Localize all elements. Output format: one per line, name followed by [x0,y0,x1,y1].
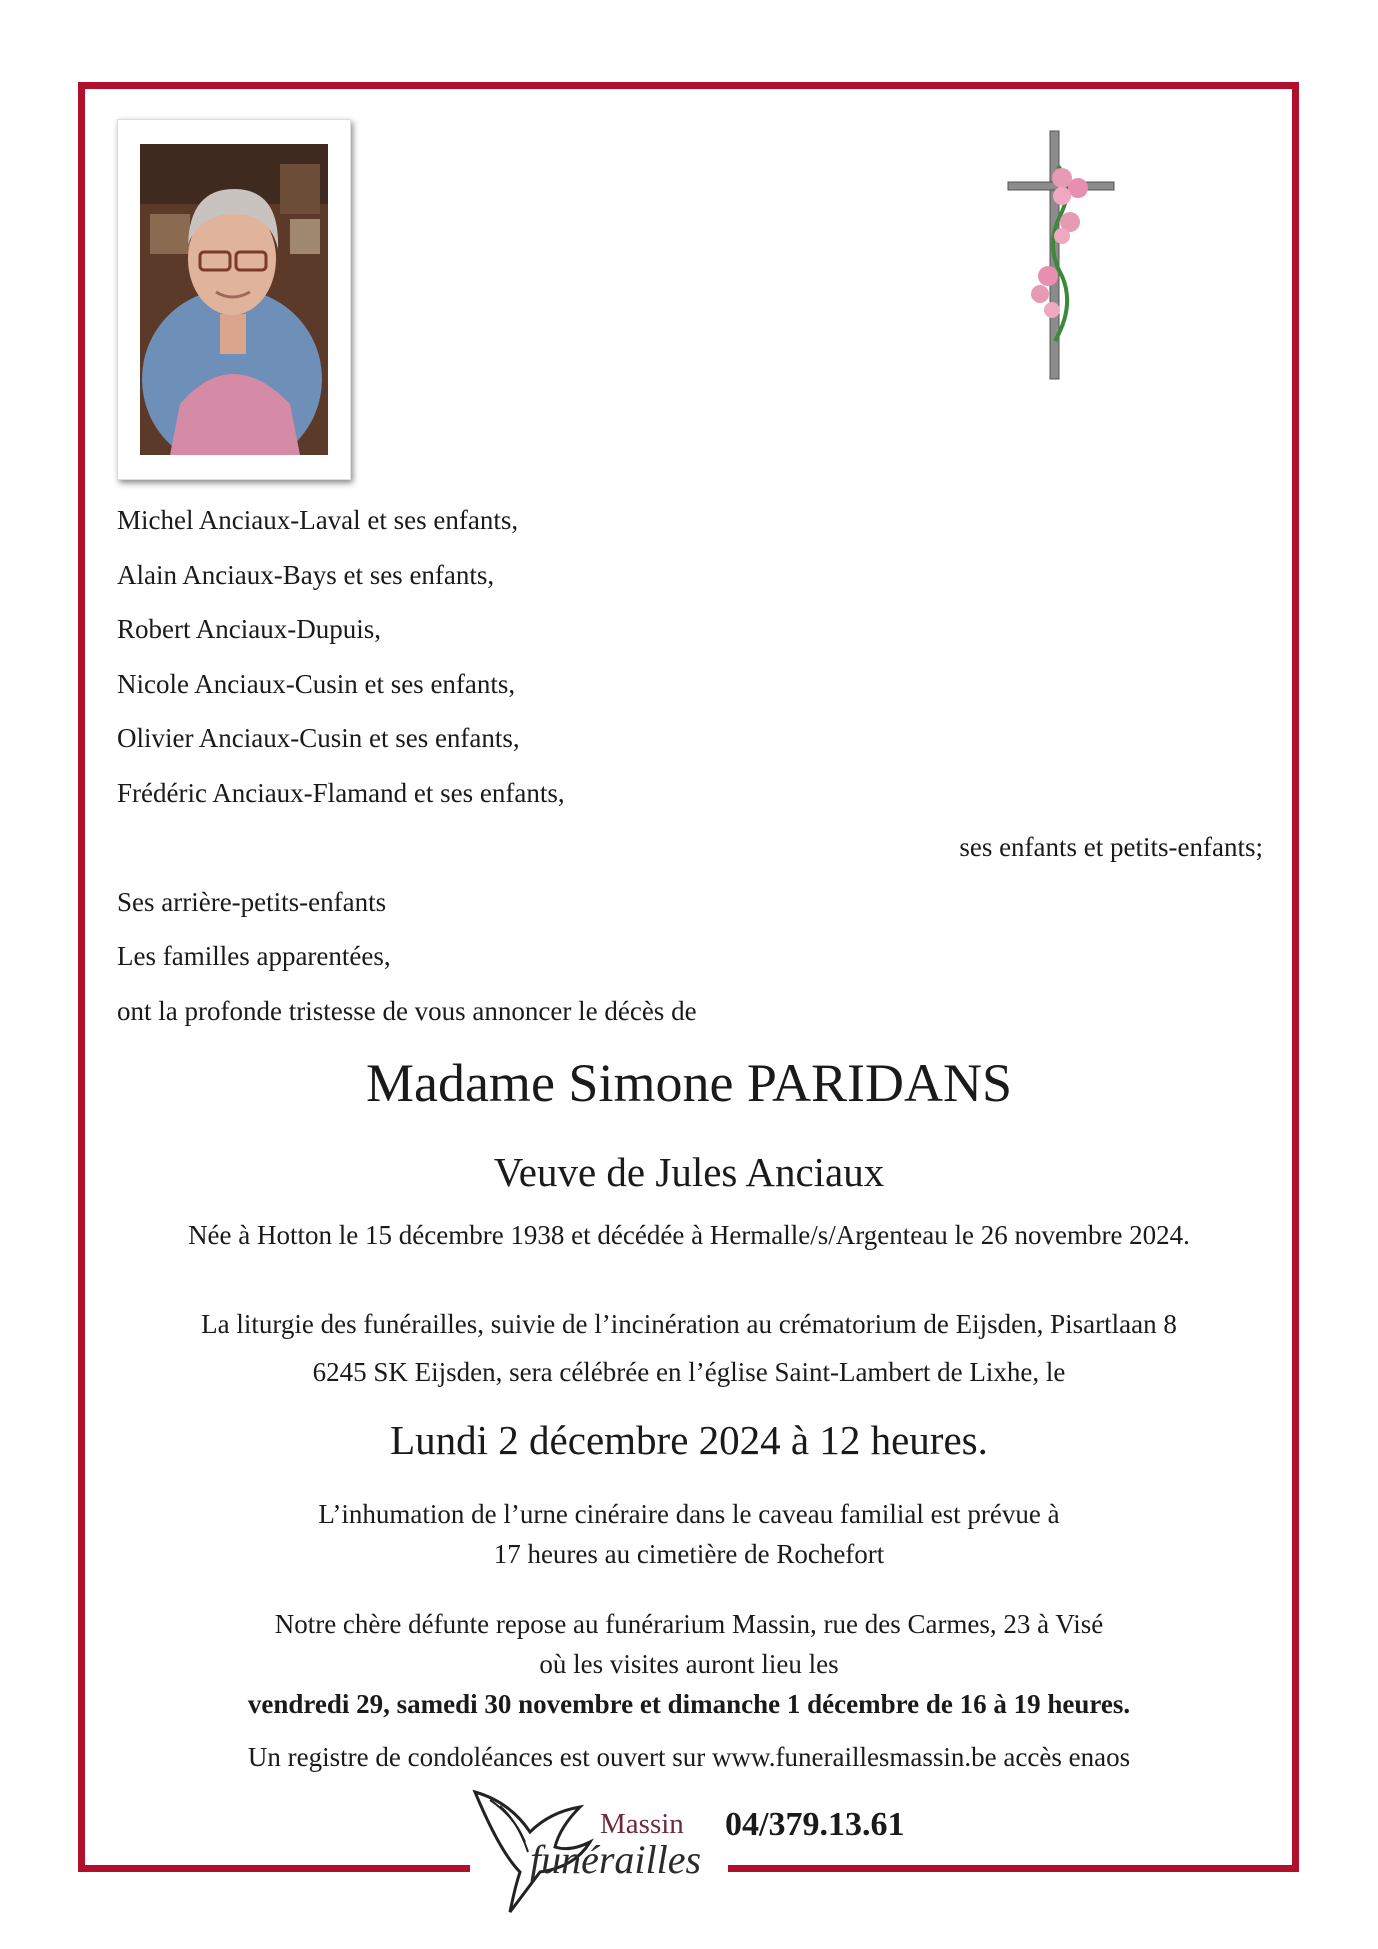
family-list [117,500,1267,1045]
relatives-line: Les familles apparentées, [117,941,391,971]
ceremony-date: Lundi 2 décembre 2024 à 12 heures. [390,1417,988,1463]
ceremony-line: 6245 SK Eijsden, sera célébrée en l’église Saint-Lambert de Lixhe, le [312,1357,1066,1387]
logo-brand: Massin [600,1808,684,1840]
visitation-line: Notre chère défunte repose au funérarium Massin, rue des Carmes, 23 à Visé [274,1609,1104,1639]
birth-death-line: Née à Hotton le 15 décembre 1938 et décédée à Hermalle/s/Argenteau le 26 novembre 2024. [188,1220,1190,1250]
flowered-cross-icon [1000,126,1120,386]
family-line: Frédéric Anciaux-Flamand et ses enfants, [117,777,565,808]
grandchildren-line: ses enfants et petits-enfants; [959,832,1263,862]
inhumation-line: 17 heures au cimetière de Rochefort [493,1539,885,1569]
logo-script: funérailles [530,1837,702,1882]
family-line: Olivier Anciaux-Cusin et ses enfants, [117,723,520,753]
deceased-name: Madame Simone PARIDANS [365,1053,1013,1113]
portrait-photo-card [117,119,351,480]
family-line: Nicole Anciaux-Cusin et ses enfants, [117,668,516,699]
announce-line: ont la profonde tristesse de vous annoncer le décès de [117,995,697,1026]
portrait-photo [140,144,328,455]
phone-number: 04/379.13.61 [725,1806,905,1843]
widow-of: Veuve de Jules Anciaux [493,1149,885,1195]
family-line: Alain Anciaux-Bays et ses enfants, [117,559,495,590]
ceremony-text [0,1300,1378,1396]
family-line: Michel Anciaux-Laval et ses enfants, [117,505,519,535]
visitation-text [0,1604,1378,1724]
family-line: Robert Anciaux-Dupuis, [117,614,381,644]
inhumation-text [0,1494,1378,1574]
condolence-registry: Un registre de condoléances est ouvert sur www.funeraillesmassin.be accès enaos [247,1742,1131,1772]
great-grandchildren-line: Ses arrière-petits-enfants [117,886,387,917]
visitation-line: où les visites auront lieu les [539,1649,839,1679]
ceremony-line: La liturgie des funérailles, suivie de l’incinération au crématorium de Eijsden, Pisartlaan 8 [201,1309,1177,1339]
visitation-times: vendredi 29, samedi 30 novembre et dimanche 1 décembre de 16 à 19 heures. [247,1689,1131,1719]
inhumation-line: L’inhumation de l’urne cinéraire dans le caveau familial est prévue à [318,1499,1060,1529]
